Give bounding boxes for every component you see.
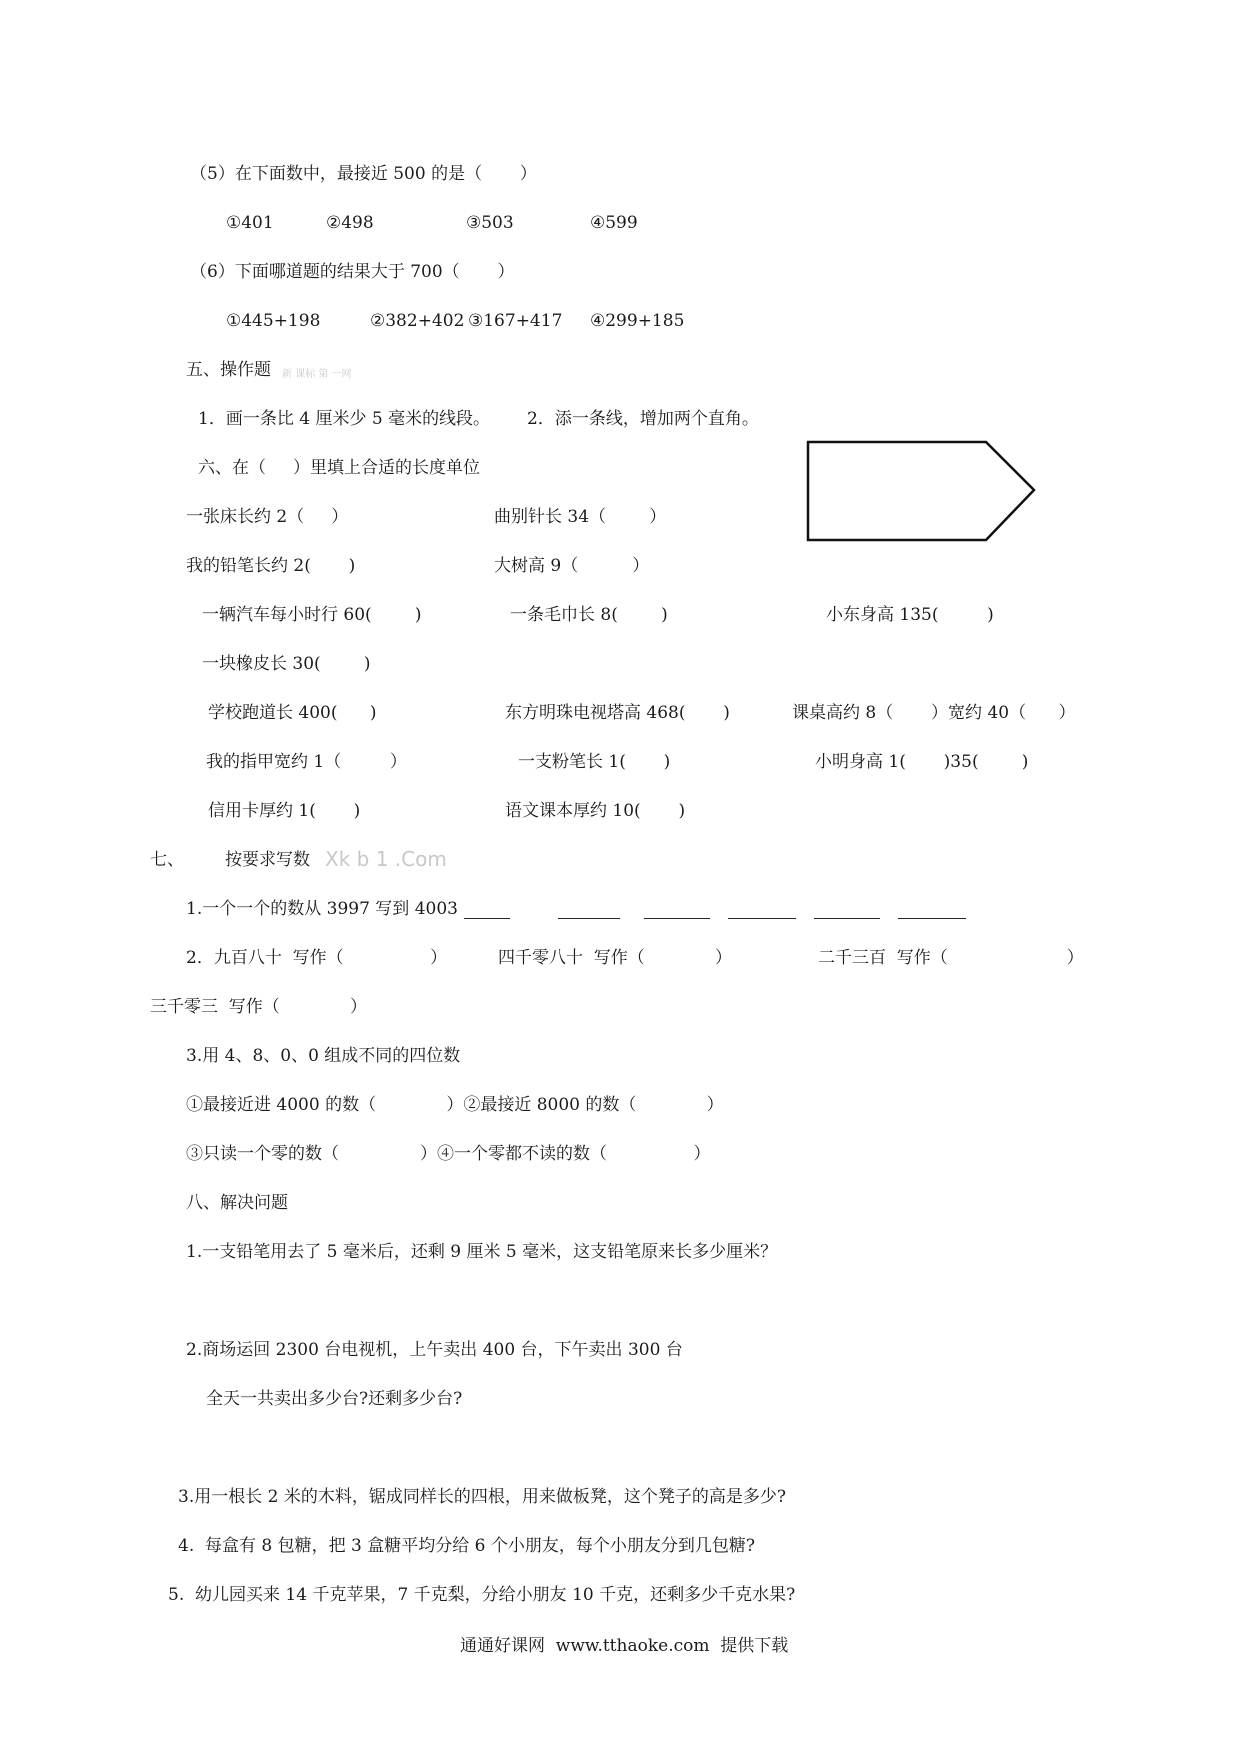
sec6-item-towel: 一条毛巾长 8( ): [510, 605, 668, 625]
sec8-problem-2-question: 全天一共卖出多少台?还剩多少台?: [206, 1389, 463, 1409]
sec7-q3-line-1: ①最接近进 4000 的数（ ）②最接近 8000 的数（ ）: [186, 1095, 724, 1115]
sec7-q2-c: 二千三百 写作（ ）: [818, 948, 1084, 968]
answer-blank-1: [464, 918, 510, 919]
section-5-task-2: 2．添一条线，增加两个直角。: [527, 409, 759, 429]
sec7-q2-a: 2．九百八十 写作（ ）: [186, 948, 448, 968]
section-5-task-1: 1．画一条比 4 厘米少 5 毫米的线段。: [198, 409, 491, 429]
sec6-item-car: 一辆汽车每小时行 60( ): [202, 605, 422, 625]
answer-blank-6: [898, 918, 966, 919]
sec6-item-chalk: 一支粉笔长 1( ): [518, 752, 671, 772]
watermark-xkb1: Xk b 1 .Com: [325, 847, 447, 871]
sec6-item-paperclip: 曲别针长 34（ ）: [494, 507, 667, 527]
q5-option-3: ③503: [466, 213, 514, 233]
sec6-item-xiaoming: 小明身高 1( )35( ): [815, 752, 1029, 772]
sec6-item-bed: 一张床长约 2（ ）: [186, 507, 349, 527]
section-5-title: 五、操作题: [186, 360, 271, 380]
sec6-item-card: 信用卡厚约 1( ): [208, 801, 361, 821]
watermark-small: 新 课标 第 一网: [282, 369, 352, 380]
q5-option-1: ①401: [226, 213, 274, 233]
sec6-item-pencil: 我的铅笔长约 2( ): [186, 556, 356, 576]
sec6-item-eraser: 一块橡皮长 30( ): [202, 654, 371, 674]
q6-stem: （6）下面哪道题的结果大于 700（ ）: [190, 262, 515, 282]
sec7-q3: 3.用 4、8、0、0 组成不同的四位数: [186, 1046, 461, 1066]
section-8-title: 八、解决问题: [186, 1193, 288, 1213]
answer-blank-4: [728, 918, 796, 919]
answer-blank-3: [644, 918, 710, 919]
pentagon-arrow-shape: [806, 440, 1042, 548]
sec6-item-tower: 东方明珠电视塔高 468( ): [505, 703, 730, 723]
sec6-item-tree: 大树高 9（ ）: [494, 556, 650, 576]
section-7-number: 七、: [150, 850, 184, 870]
section-7-title: 按要求写数: [225, 850, 310, 870]
sec6-item-track: 学校跑道长 400( ): [208, 703, 377, 723]
answer-blank-5: [814, 918, 880, 919]
sec7-q3-line-2: ③只读一个零的数（ ）④一个零都不读的数（ ）: [186, 1144, 711, 1164]
q5-stem: （5）在下面数中，最接近 500 的是（ ）: [190, 164, 537, 184]
page-footer: 通通好课网 www.tthaoke.com 提供下载: [460, 1636, 789, 1656]
sec6-item-desk: 课桌高约 8（ ）宽约 40（ ）: [792, 703, 1076, 723]
sec6-item-xiaodong: 小东身高 135( ): [826, 605, 994, 625]
sec6-item-fingernail: 我的指甲宽约 1（ ）: [206, 752, 407, 772]
q5-option-2: ②498: [326, 213, 374, 233]
section-6-title: 六、在（ ）里填上合适的长度单位: [198, 458, 481, 478]
sec8-problem-2: 2.商场运回 2300 台电视机，上午卖出 400 台，下午卖出 300 台: [186, 1340, 683, 1360]
q6-option-1: ①445+198: [226, 311, 321, 331]
sec8-problem-3: 3.用一根长 2 米的木料，锯成同样长的四根，用来做板凳，这个凳子的高是多少?: [178, 1487, 786, 1507]
sec6-item-textbook: 语文课本厚约 10( ): [505, 801, 686, 821]
sec7-q2-d: 三千零三 写作（ ）: [150, 997, 368, 1017]
sec8-problem-1: 1.一支铅笔用去了 5 毫米后，还剩 9 厘米 5 毫米，这支铅笔原来长多少厘米？: [186, 1242, 778, 1262]
sec8-problem-4: 4. 每盒有 8 包糖，把 3 盒糖平均分给 6 个小朋友，每个小朋友分到几包糖?: [178, 1536, 756, 1556]
q6-option-3: ③167+417: [468, 311, 563, 331]
sec7-q1: 1.一个一个的数从 3997 写到 4003: [186, 899, 458, 919]
q6-option-2: ②382+402: [370, 311, 465, 331]
answer-blank-2: [558, 918, 620, 919]
q5-option-4: ④599: [590, 213, 638, 233]
q6-option-4: ④299+185: [590, 311, 685, 331]
sec8-problem-5: 5. 幼儿园买来 14 千克苹果，7 千克梨，分给小朋友 10 千克，还剩多少千克水果?: [168, 1585, 796, 1605]
sec7-q2-b: 四千零八十 写作（ ）: [498, 948, 733, 968]
